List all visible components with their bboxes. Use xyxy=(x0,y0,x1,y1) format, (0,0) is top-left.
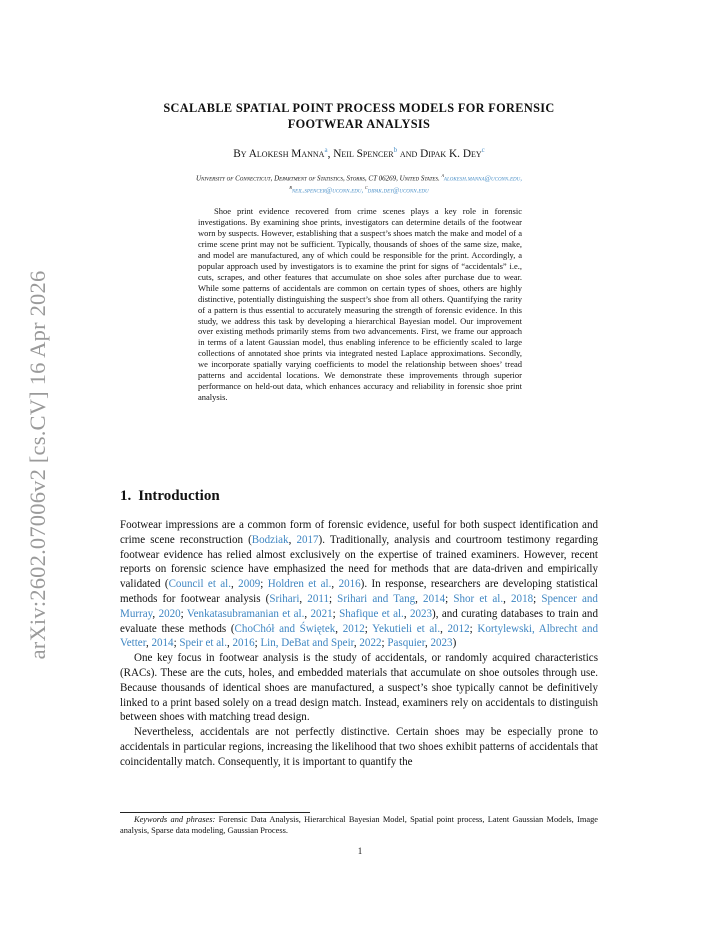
author-by: By xyxy=(233,147,247,160)
text-run: Footwear impressions are a common form of forensic evidence, useful for both suspect identification and crime scene reconstruction ( xyxy=(120,519,598,546)
citation-link[interactable]: 2011 xyxy=(307,592,329,605)
author-name: Dipak K. Dey xyxy=(420,147,482,160)
citation-link[interactable]: Bodziak xyxy=(251,533,289,546)
affiliation-mark[interactable]: a xyxy=(324,146,328,154)
text-run: ). In response, researchers are developing statistical methods for footwear analysis ( xyxy=(120,578,598,605)
citation-link[interactable]: Venkatasubramanian et al. xyxy=(186,607,305,620)
citation-link[interactable]: Lin, DeBat and Speir xyxy=(260,637,354,650)
keywords-label: Keywords and phrases: xyxy=(134,815,216,824)
citation-link[interactable]: 2022 xyxy=(359,637,382,650)
text-run: ; xyxy=(180,607,187,620)
section-heading xyxy=(120,488,220,505)
citation-link[interactable]: Kortylewski, Albrecht and Vetter xyxy=(120,622,598,650)
citation-link[interactable]: Shor et al. xyxy=(453,592,504,605)
text-run: , xyxy=(288,533,297,546)
paragraph xyxy=(120,518,598,651)
text-run: , xyxy=(331,578,339,591)
affiliation-mark[interactable]: c xyxy=(481,146,485,154)
abstract: Shoe print evidence recovered from crime scenes plays a key role in forensic investigations. By examining shoe prints, investigators can determine details of the footwear worn by suspects. However, establishing that a suspect’s shoes match the make and model of a crime scene print may not be sufficient. Typically, thousands of shoes of the same size, make, and model are manufactured, any of which could be responsible for the print. Accordingly, a popular approach used by investigators is to examine the print for signs of “accidentals” i.e., cuts, scrapes, and other features that accumulate on shoe soles after purchase due to wear. While some patterns of accidentals are common on certain types of shoes, others are highly distinctive, potentially distinguishing the suspect’s shoe from all others. Quantifying the rarity of a pattern is thus essential to accurately measuring the strength of forensic evidence. In this study, we address this task by developing a hierarchical Bayesian model. Our improvement over existing methods primarily stems from two advancements. First, we frame our approach in terms of a latent Gaussian model, thus enabling inference to be efficiently scaled to large collections of annotated shoe prints via integrated nested Laplace approximations. Secondly, we incorporate spatially varying coefficients to model the relationship between shoes’ tread patterns and accidental locations. We demonstrate these improvements through superior performance on held-out data, which enhances accuracy and reliability in forensic shoe print analysis. xyxy=(198,206,522,403)
citation-link[interactable]: Srihari xyxy=(269,592,300,605)
text-run: , xyxy=(231,578,239,591)
author-separator: , xyxy=(327,147,334,160)
citation-link[interactable]: 2023 xyxy=(430,637,453,650)
text-run: , xyxy=(152,607,159,620)
citation-link[interactable]: 2023 xyxy=(409,607,433,620)
citation-link[interactable]: 2014 xyxy=(423,592,446,605)
text-run: ), and curating databases to train and evaluate these methods ( xyxy=(120,607,598,635)
affiliation-mark: c xyxy=(364,185,368,192)
arxiv-identifier-text: arXiv:2602.07006v2 [cs.CV] 16 Apr 2026 xyxy=(25,270,50,660)
citation-link[interactable]: Shafique et al. xyxy=(339,607,404,620)
email-link[interactable]: alokesh.manna@uconn.edu, xyxy=(443,174,523,183)
text-run: , xyxy=(403,607,410,620)
affiliation-mark: a xyxy=(441,173,444,179)
citation-link[interactable]: 2016 xyxy=(338,578,361,591)
citation-link[interactable]: 2020 xyxy=(158,607,181,620)
text-run: ) xyxy=(452,637,457,650)
text-run: ; xyxy=(254,637,261,650)
text-run: ). Traditionally, analysis and courtroom testimony regarding footwear evidence has relied almost exclusively on the expertise of trained examiners. However, recent reports on forensic science have emphasized the need for methods that are data-driven and empirically validated ( xyxy=(120,533,598,591)
paper-title-line-1: SCALABLE SPATIAL POINT PROCESS MODELS FOR FORENSIC xyxy=(163,101,555,115)
citation-link[interactable]: ChoChół and Świętek xyxy=(234,622,336,635)
text-run: ; xyxy=(173,637,180,650)
text-run: ; xyxy=(381,637,388,650)
affiliation-block xyxy=(120,171,598,196)
text-run: ; xyxy=(332,607,340,620)
affiliation-mark: b xyxy=(289,185,292,192)
text-run: ; xyxy=(364,622,373,635)
affiliation-text: University of Connecticut, Department of Statistics, Storrs, CT 06269, United States. xyxy=(195,174,442,183)
citation-link[interactable]: Pasquier xyxy=(387,637,425,650)
text-run: ; xyxy=(445,592,454,605)
paper-title-line-2: FOOTWEAR ANALYSIS xyxy=(287,116,431,131)
text-run: ; xyxy=(328,592,338,605)
section-title: Introduction xyxy=(138,488,220,504)
text-run: , xyxy=(415,592,424,605)
citation-link[interactable]: Yekutieli et al. xyxy=(372,622,441,635)
citation-link[interactable]: 2009 xyxy=(238,578,261,591)
keywords-text: Forensic Data Analysis, Hierarchical Bayesian Model, Spatial point process, Latent Gaussian Models, Image analysis, Sparse data modeling, Gaussian Process. xyxy=(120,815,598,835)
citation-link[interactable]: 2018 xyxy=(511,592,534,605)
text-run: ; xyxy=(469,622,478,635)
citation-link[interactable]: 2016 xyxy=(232,637,255,650)
citation-link[interactable]: 2012 xyxy=(447,622,470,635)
footnote-divider xyxy=(120,812,310,813)
text-run: , xyxy=(304,607,311,620)
text-run: , xyxy=(353,637,360,650)
text-run: , xyxy=(335,622,343,635)
paragraph: One key focus in footwear analysis is the study of accidentals, or randomly acquired characteristics (RACs). These are the cuts, holes, and embedded materials that accumulate on shoe outsoles through use. Because thousands of identical shoes are manufactured, a suspect’s shoe typically cannot be definitively linked to a print based solely on a tread design match. Instead, examiners rely on accidentals to distinguish between shoes with matching tread design. xyxy=(120,652,598,724)
text-run: , xyxy=(440,622,448,635)
body-text xyxy=(120,518,598,770)
keywords-footnote xyxy=(120,815,598,837)
text-run: , xyxy=(226,637,233,650)
text-run: ; xyxy=(533,592,542,605)
affiliation-mark[interactable]: b xyxy=(393,146,398,154)
text-run: , xyxy=(145,637,152,650)
page-number: 1 xyxy=(357,846,363,856)
author-name: Alokesh Manna xyxy=(248,147,325,160)
arxiv-identifier-stamp xyxy=(18,260,58,670)
text-run: , xyxy=(503,592,512,605)
section-number: 1. xyxy=(120,488,132,504)
citation-link[interactable]: Spencer and Murray xyxy=(120,592,598,620)
text-run: , xyxy=(299,592,308,605)
paragraph: Nevertheless, accidentals are not perfectly distinctive. Certain shoes may be especially prone to accidentals in particular regions, increasing the likelihood that two shoes exhibit patterns of accidentals that coincidentally match. Consequently, it is important to quantify the xyxy=(120,726,598,768)
paper-title xyxy=(120,101,598,132)
text-run: , xyxy=(424,637,431,650)
citation-link[interactable]: 2021 xyxy=(310,607,333,620)
citation-link[interactable]: Speir et al. xyxy=(179,637,227,650)
email-link[interactable]: dipak.dey@uconn.edu xyxy=(367,186,429,195)
citation-link[interactable]: Council et al. xyxy=(168,578,232,591)
citation-link[interactable]: Srihari and Tang xyxy=(337,592,416,605)
author-list xyxy=(120,146,598,160)
author-name: Neil Spencer xyxy=(333,147,394,160)
email-link[interactable]: neil.spencer@uconn.edu, xyxy=(291,186,364,195)
citation-link[interactable]: Holdren et al. xyxy=(267,578,332,591)
citation-link[interactable]: 2017 xyxy=(296,533,319,546)
citation-link[interactable]: 2012 xyxy=(342,622,365,635)
author-separator: and xyxy=(397,147,421,160)
citation-link[interactable]: 2014 xyxy=(151,637,174,650)
text-run: ; xyxy=(260,578,268,591)
